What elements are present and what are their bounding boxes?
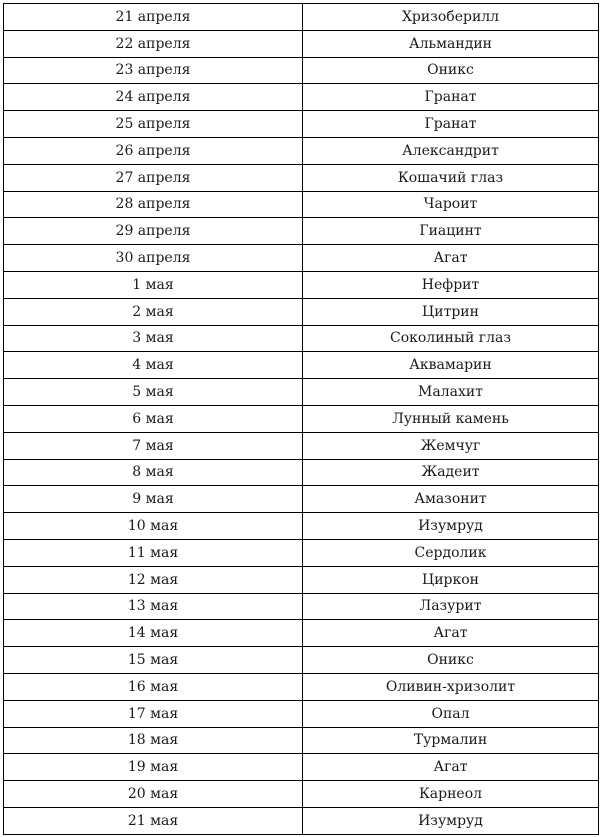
table-row [4, 191, 599, 218]
table-row [4, 432, 599, 459]
stone-cell: Малахит [303, 379, 599, 406]
stone-cell: Оникс [303, 57, 599, 84]
date-cell: 22 апреля [4, 30, 303, 57]
date-cell: 29 апреля [4, 218, 303, 245]
date-cell: 27 апреля [4, 164, 303, 191]
table-body [4, 4, 599, 835]
table-row [4, 566, 599, 593]
date-cell: 7 мая [4, 432, 303, 459]
date-cell: 20 мая [4, 781, 303, 808]
table-row [4, 352, 599, 379]
date-cell: 25 апреля [4, 111, 303, 138]
table-row [4, 137, 599, 164]
date-cell: 2 мая [4, 298, 303, 325]
date-cell: 23 апреля [4, 57, 303, 84]
date-cell: 3 мая [4, 325, 303, 352]
table-row [4, 111, 599, 138]
stone-cell: Гранат [303, 111, 599, 138]
table-row [4, 379, 599, 406]
date-cell: 12 мая [4, 566, 303, 593]
date-cell: 10 мая [4, 513, 303, 540]
stone-cell: Агат [303, 754, 599, 781]
table-row [4, 620, 599, 647]
date-cell: 13 мая [4, 593, 303, 620]
date-cell: 4 мая [4, 352, 303, 379]
table-row [4, 405, 599, 432]
stone-cell: Кошачий глаз [303, 164, 599, 191]
stone-cell: Аквамарин [303, 352, 599, 379]
table-row [4, 57, 599, 84]
stone-cell: Цитрин [303, 298, 599, 325]
stone-cell: Изумруд [303, 807, 599, 834]
table-row [4, 539, 599, 566]
date-cell: 24 апреля [4, 84, 303, 111]
table-row [4, 727, 599, 754]
date-cell: 21 апреля [4, 4, 303, 31]
table-row [4, 30, 599, 57]
stone-cell: Агат [303, 245, 599, 272]
table-row [4, 647, 599, 674]
stone-cell: Турмалин [303, 727, 599, 754]
table-row [4, 673, 599, 700]
table-row [4, 459, 599, 486]
table-row [4, 245, 599, 272]
table-row [4, 164, 599, 191]
stone-cell: Жемчуг [303, 432, 599, 459]
stone-cell: Сердолик [303, 539, 599, 566]
date-cell: 14 мая [4, 620, 303, 647]
table-row [4, 4, 599, 31]
stone-cell: Лунный камень [303, 405, 599, 432]
date-cell: 11 мая [4, 539, 303, 566]
table-row [4, 513, 599, 540]
stone-cell: Альмандин [303, 30, 599, 57]
stone-cell: Жадеит [303, 459, 599, 486]
date-cell: 18 мая [4, 727, 303, 754]
table-row [4, 593, 599, 620]
stone-cell: Гиацинт [303, 218, 599, 245]
date-cell: 17 мая [4, 700, 303, 727]
stone-cell: Гранат [303, 84, 599, 111]
table-row [4, 271, 599, 298]
date-cell: 19 мая [4, 754, 303, 781]
stone-cell: Амазонит [303, 486, 599, 513]
date-cell: 8 мая [4, 459, 303, 486]
table-row [4, 84, 599, 111]
date-cell: 1 мая [4, 271, 303, 298]
stone-cell: Хризоберилл [303, 4, 599, 31]
date-cell: 9 мая [4, 486, 303, 513]
date-cell: 5 мая [4, 379, 303, 406]
stone-cell: Лазурит [303, 593, 599, 620]
table-row [4, 218, 599, 245]
date-cell: 21 мая [4, 807, 303, 834]
stone-cell: Александрит [303, 137, 599, 164]
table-row [4, 700, 599, 727]
date-cell: 30 апреля [4, 245, 303, 272]
table-row [4, 754, 599, 781]
date-cell: 15 мая [4, 647, 303, 674]
stone-cell: Чароит [303, 191, 599, 218]
stone-cell: Агат [303, 620, 599, 647]
birthstone-table-container [3, 3, 598, 835]
date-cell: 26 апреля [4, 137, 303, 164]
stone-cell: Изумруд [303, 513, 599, 540]
table-row [4, 298, 599, 325]
table-row [4, 325, 599, 352]
birthstone-table [3, 3, 599, 835]
stone-cell: Опал [303, 700, 599, 727]
date-cell: 6 мая [4, 405, 303, 432]
stone-cell: Циркон [303, 566, 599, 593]
stone-cell: Соколиный глаз [303, 325, 599, 352]
stone-cell: Нефрит [303, 271, 599, 298]
table-row [4, 486, 599, 513]
date-cell: 16 мая [4, 673, 303, 700]
stone-cell: Оливин-хризолит [303, 673, 599, 700]
stone-cell: Оникс [303, 647, 599, 674]
table-row [4, 781, 599, 808]
table-row [4, 807, 599, 834]
stone-cell: Карнеол [303, 781, 599, 808]
date-cell: 28 апреля [4, 191, 303, 218]
